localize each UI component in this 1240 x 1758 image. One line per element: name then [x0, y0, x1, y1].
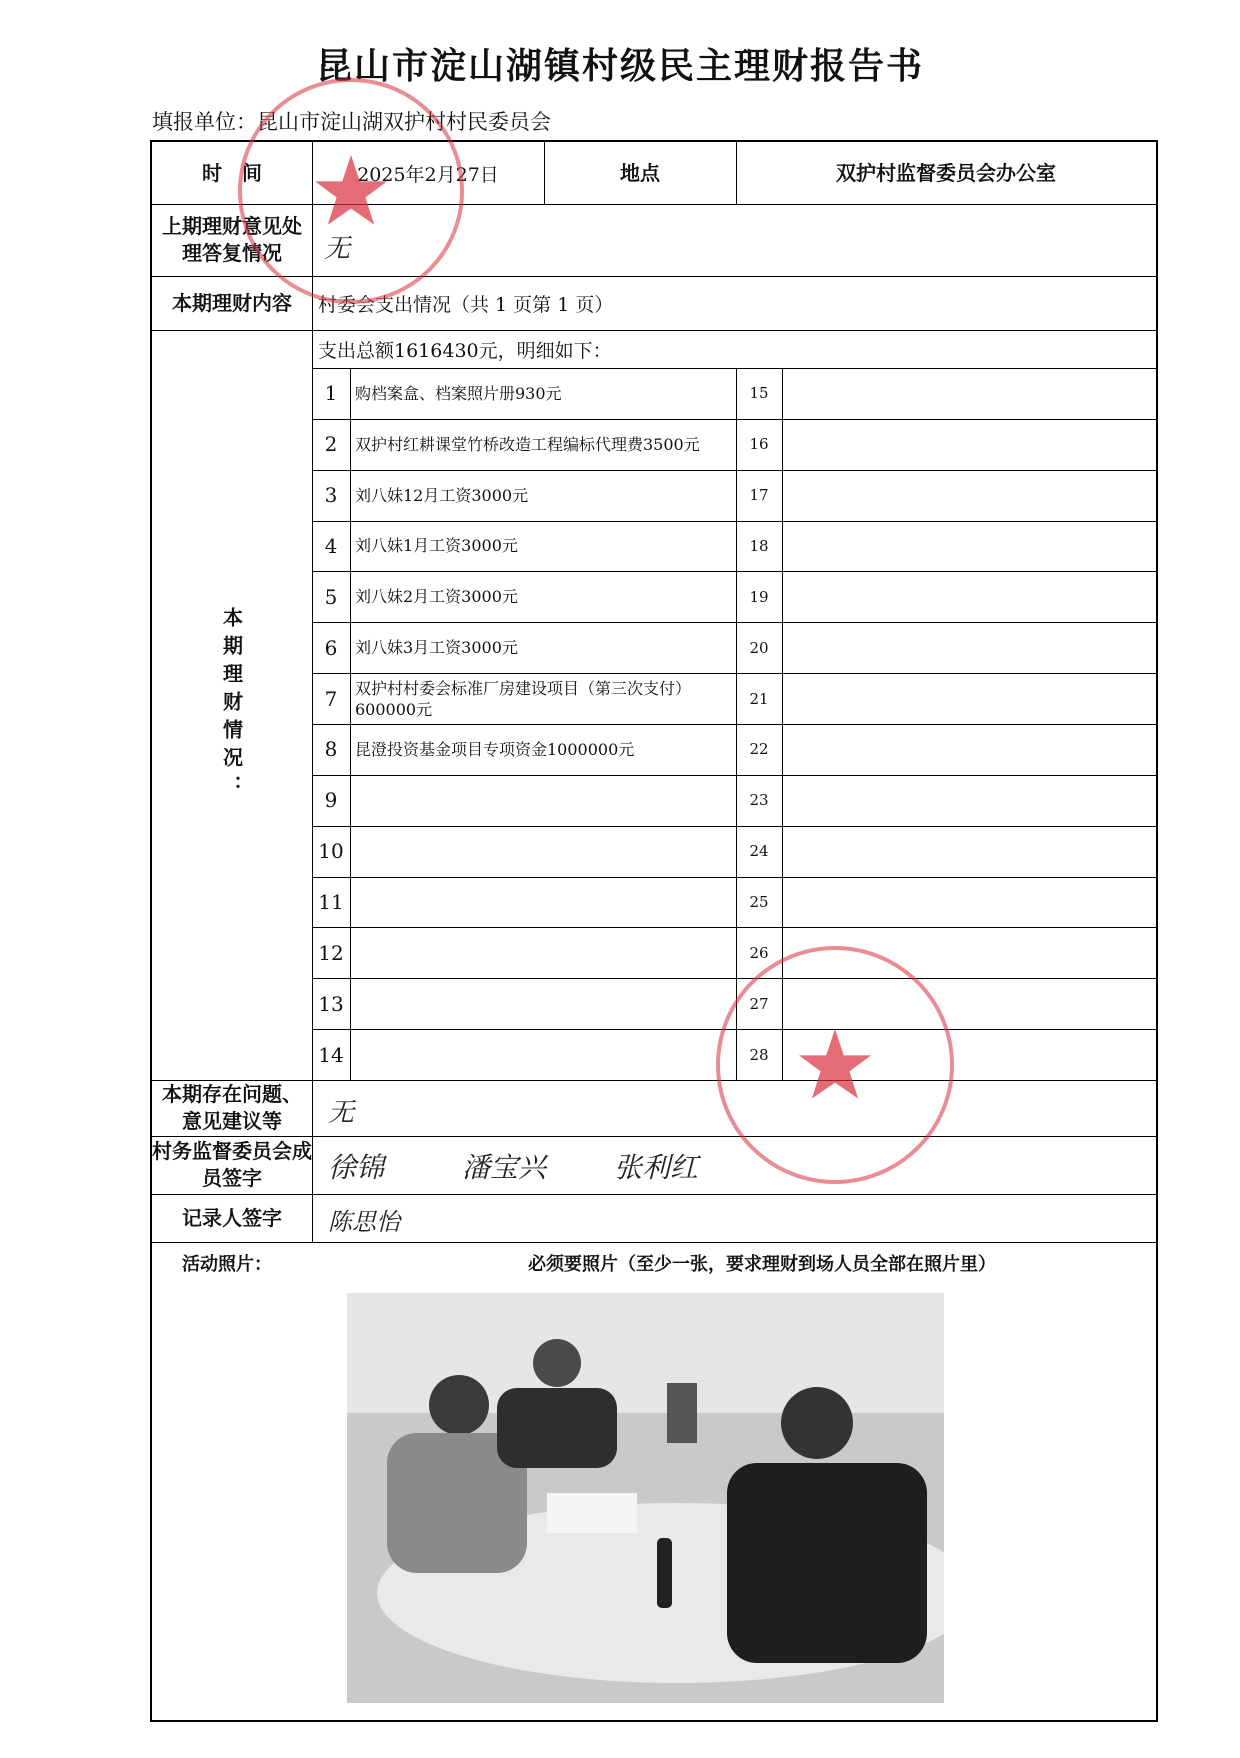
item-text: 购档案盒、档案照片册930元 [355, 383, 562, 403]
situation-label: 本期理财情况： [219, 607, 244, 803]
item-text: 双护村村委会标准厂房建设项目（第三次支付）600000元 [355, 678, 692, 719]
prev-opinion-label: 上期理财意见处理答复情况 [162, 214, 302, 265]
meeting-place: 双护村监督委员会办公室 [836, 160, 1056, 185]
meeting-date: 2025年2月27日 [357, 163, 499, 186]
item-number: 27 [749, 994, 769, 1013]
item-text [350, 877, 736, 928]
item-text: 刘八妹1月工资3000元 [355, 536, 518, 556]
item-number: 18 [749, 536, 769, 555]
members-label: 村务监督委员会成员签字 [152, 1139, 312, 1190]
item-number: 11 [318, 889, 344, 914]
photos-note: 必须要照片（至少一张，要求理财到场人员全部在照片里） [528, 1253, 996, 1275]
item-number: 25 [749, 892, 769, 911]
reporting-unit: 填报单位：昆山市淀山湖双护村村民委员会 [152, 110, 551, 134]
item-number: 12 [318, 940, 344, 965]
item-number: 4 [324, 533, 338, 558]
item-text [350, 1029, 736, 1080]
item-text [350, 978, 736, 1029]
item-text [782, 775, 1156, 826]
item-text: 刘八妹3月工资3000元 [355, 638, 518, 658]
item-number: 26 [749, 943, 769, 962]
item-text: 刘八妹12月工资3000元 [355, 485, 529, 505]
item-text [782, 368, 1156, 419]
photos-label: 活动照片： [182, 1253, 272, 1275]
item-text [350, 927, 736, 978]
item-number: 21 [749, 689, 769, 708]
supervision-committee-stamp [716, 946, 954, 1184]
village-committee-stamp [238, 78, 464, 304]
item-text [782, 470, 1156, 521]
item-text [782, 571, 1156, 622]
member-signature-3: 张利红 [614, 1151, 699, 1184]
item-text [350, 775, 736, 826]
member-signature-1: 徐锦 [328, 1151, 385, 1184]
item-text [782, 521, 1156, 572]
content-label: 本期理财内容 [172, 290, 292, 315]
item-text [350, 826, 736, 877]
prev-opinion-value: 无 [324, 234, 351, 264]
item-number: 15 [749, 384, 769, 403]
item-number: 14 [318, 1042, 344, 1067]
item-text: 刘八妹2月工资3000元 [355, 587, 518, 607]
item-text [782, 419, 1156, 470]
item-number: 24 [749, 842, 769, 861]
item-text [782, 877, 1156, 928]
item-number: 2 [324, 432, 338, 457]
item-text: 双护村红耕课堂竹桥改造工程编标代理费3500元 [355, 434, 700, 454]
recorder-label: 记录人签字 [182, 1205, 282, 1230]
item-number: 13 [318, 991, 344, 1016]
item-text [782, 724, 1156, 775]
item-number: 1 [324, 381, 338, 406]
member-signature-2: 潘宝兴 [462, 1151, 547, 1184]
item-number: 3 [324, 483, 338, 508]
item-text [782, 622, 1156, 673]
page-title: 昆山市淀山湖镇村级民主理财报告书 [315, 46, 924, 87]
item-number: 8 [324, 737, 338, 762]
item-number: 19 [749, 587, 769, 606]
activity-photo [347, 1293, 944, 1703]
place-label: 地点 [620, 160, 660, 185]
time-label: 时 间 [202, 160, 262, 185]
item-number: 10 [318, 839, 344, 864]
item-number: 16 [749, 435, 769, 454]
item-number: 9 [324, 788, 338, 813]
item-text [782, 826, 1156, 877]
recorder-signature: 陈思怡 [328, 1208, 400, 1236]
item-number: 6 [324, 635, 338, 660]
item-number: 7 [324, 686, 338, 711]
issues-label: 本期存在问题、意见建议等 [162, 1082, 302, 1133]
item-number: 5 [324, 584, 338, 609]
item-number: 22 [749, 740, 769, 759]
issues-value: 无 [328, 1098, 355, 1128]
item-number: 20 [749, 638, 769, 657]
item-text: 昆澄投资基金项目专项资金1000000元 [355, 739, 635, 759]
item-number: 17 [749, 486, 769, 505]
item-number: 23 [749, 791, 769, 810]
content-value: 村委会支出情况（共 1 页第 1 页） [318, 293, 614, 316]
item-text [782, 673, 1156, 724]
item-number: 28 [749, 1045, 769, 1064]
expense-total: 支出总额1616430元，明细如下： [318, 339, 612, 362]
